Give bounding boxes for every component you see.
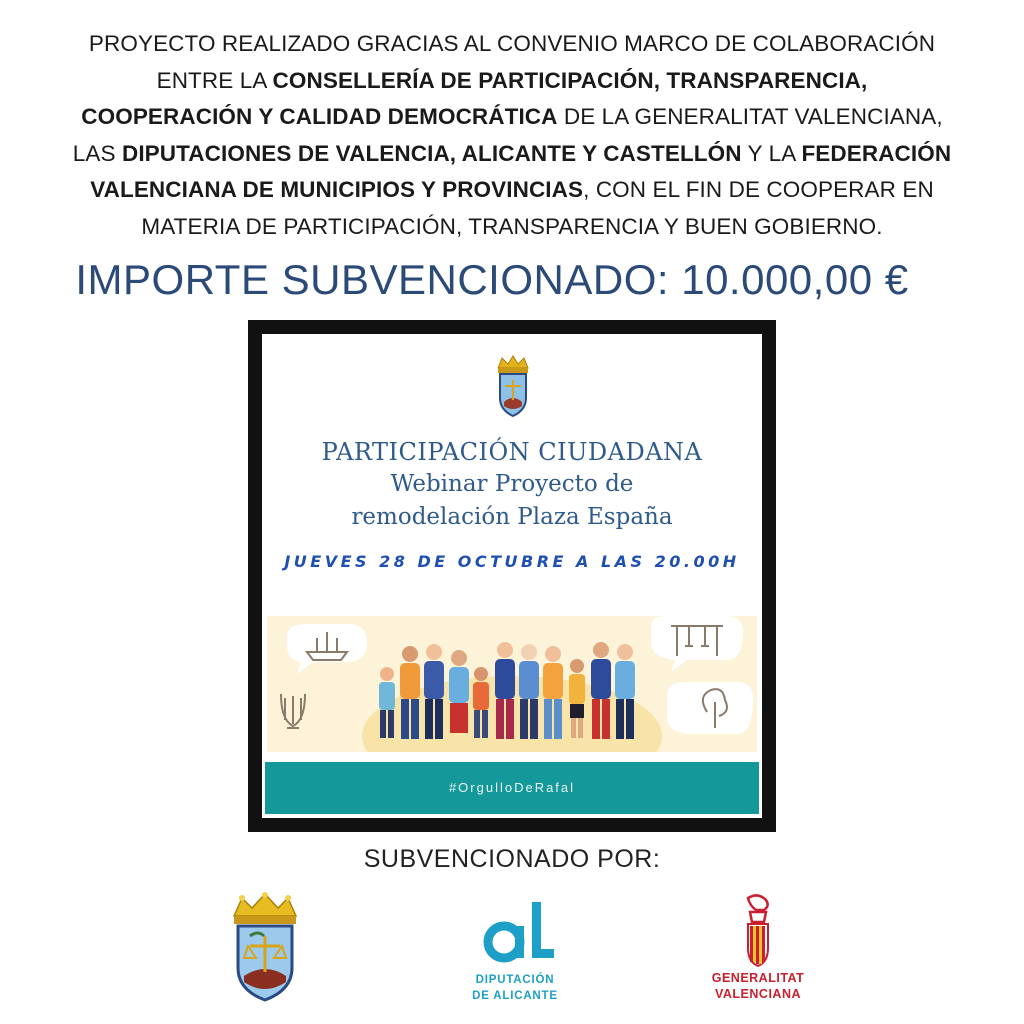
event-poster xyxy=(248,320,776,832)
citizens-illustration xyxy=(267,616,757,752)
intro-line-3: COOPERACIÓN Y CALIDAD DEMOCRÁTICA DE LA GENERALITAT VALENCIANA, xyxy=(81,104,943,129)
hashtag-bar: #OrgulloDeRafal xyxy=(265,762,759,814)
poster-inner xyxy=(262,334,762,818)
diputacion-al-mark-icon xyxy=(460,896,570,966)
generalitat-valenciana-logo xyxy=(698,892,818,1002)
diputacion-text: DIPUTACIÓN DE ALICANTE xyxy=(472,974,558,1002)
intro-line-1: PROYECTO REALIZADO GRACIAS AL CONVENIO MARCO DE COLABORACIÓN xyxy=(88,31,936,56)
rafal-crest-icon xyxy=(492,354,534,418)
poster-subtitle: Webinar Proyecto de remodelación Plaza España xyxy=(351,471,673,530)
subsidized-by-label: SUBVENCIONADO POR: xyxy=(363,845,661,873)
intro-line-2: ENTRE LA CONSELLERÍA DE PARTICIPACIÓN, TRANSPARENCIA, xyxy=(156,67,868,93)
intro-line-5: VALENCIANA DE MUNICIPIOS Y PROVINCIAS, CON EL FIN DE COOPERAR EN xyxy=(90,177,934,202)
generalitat-emblem-icon xyxy=(698,892,818,968)
poster-title: PARTICIPACIÓN CIUDADANA xyxy=(321,438,703,466)
poster-date: JUEVES 28 DE OCTUBRE A LAS 20.00H xyxy=(284,552,740,571)
subsidy-amount: IMPORTE SUBVENCIONADO: 10.000,00 € xyxy=(75,256,909,303)
generalitat-text: GENERALITAT VALENCIANA xyxy=(711,971,805,1001)
people-group xyxy=(379,642,635,739)
intro-line-6: MATERIA DE PARTICIPACIÓN, TRANSPARENCIA Y BUEN GOBIERNO. xyxy=(141,213,883,239)
intro-line-4: LAS DIPUTACIONES DE VALENCIA, ALICANTE Y CASTELLÓN Y LA FEDERACIÓN xyxy=(72,140,952,166)
intro-text xyxy=(30,26,994,245)
diputacion-alicante-logo xyxy=(460,896,570,1006)
rafal-coat-of-arms-icon xyxy=(228,892,302,1002)
